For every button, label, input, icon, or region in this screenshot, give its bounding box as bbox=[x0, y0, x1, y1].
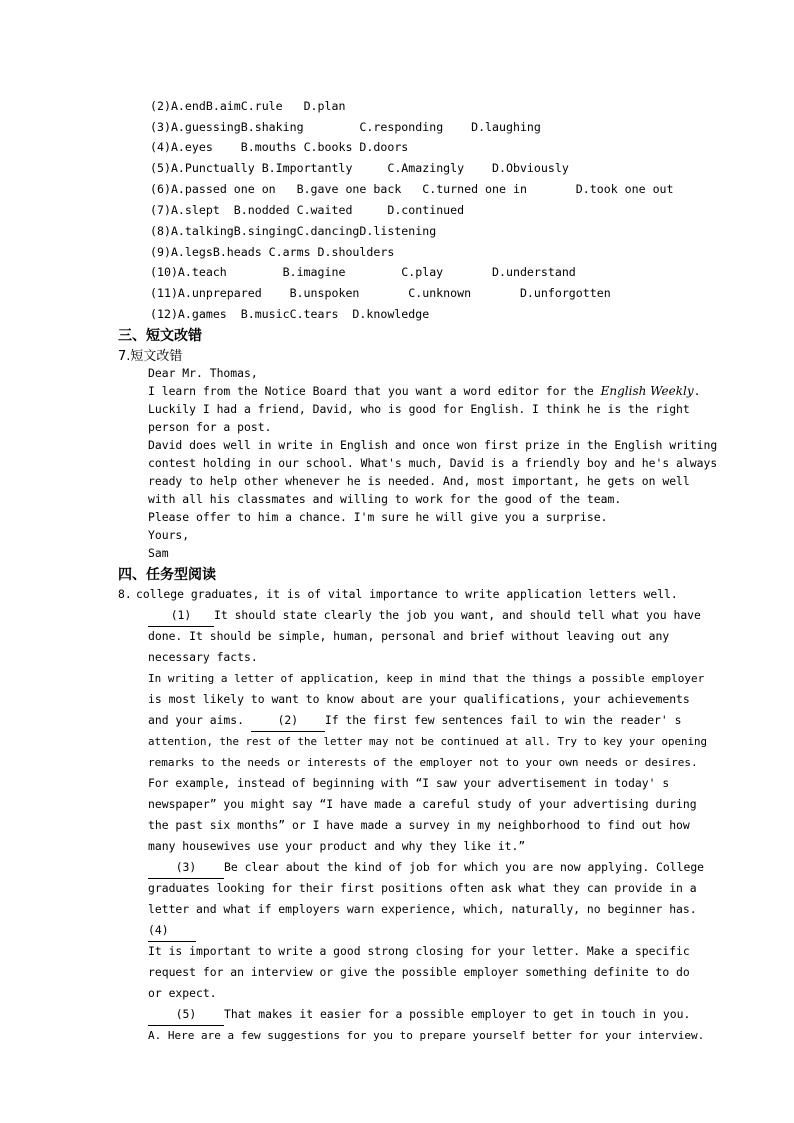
letter-line-4: David does well in write in English and once won first prize in the English writing bbox=[148, 438, 718, 452]
q8-intro: college graduates, it is of vital importance to write application letters well. bbox=[136, 587, 678, 601]
letter-line-1: I learn from the Notice Board that you want a word editor for the English Weekly. bbox=[148, 384, 701, 398]
newspaper-title: English Weekly bbox=[600, 384, 694, 398]
section-heading-3: 三、短文改错 bbox=[118, 328, 202, 344]
option-line-2: (2)A.endB.aimC.rule D.plan bbox=[150, 99, 346, 113]
option-line-11: (11)A.unprepared B.unspoken C.unknown D.unforgotten bbox=[150, 286, 611, 300]
option-line-9: (9)A.legsB.heads C.arms D.shoulders bbox=[150, 245, 395, 259]
q8-para4-blank-line bbox=[148, 920, 702, 942]
option-line-6: (6)A.passed one on B.gave one back C.turned one in D.took one out bbox=[150, 182, 674, 196]
option-line-7: (7)A.slept B.nodded C.waited D.continued bbox=[150, 203, 465, 217]
letter-line-8: Please offer to him a chance. I'm sure he will give you a surprise. bbox=[148, 510, 608, 524]
q8-para2-line1: In writing a letter of application, keep in mind that the things a possible employer bbox=[148, 672, 705, 685]
q8-para3-line3: letter and what if employers warn experience, which, naturally, no beginner has. bbox=[148, 902, 697, 916]
q8-para5-line1: (5) That makes it easier for a possible employer to get in touch in you. bbox=[148, 1004, 702, 1026]
q8-para4-line2: request for an interview or give the possible employer something definite to do bbox=[148, 965, 690, 979]
q8-para2-line4: attention, the rest of the letter may not be continued at all. Try to key your opening bbox=[148, 735, 708, 748]
q8-para2-line9: many housewives use your product and why they like it.” bbox=[148, 839, 526, 853]
letter-line-6: ready to help other whenever he is needed. And, most important, he gets on well bbox=[148, 474, 690, 488]
option-line-3: (3)A.guessingB.shaking C.responding D.laughing bbox=[150, 120, 541, 134]
letter-closing: Yours, bbox=[148, 528, 190, 542]
letter-greeting: Dear Mr. Thomas, bbox=[148, 366, 258, 380]
question-8-number: 8. bbox=[118, 587, 132, 601]
q8-para2-line2: is most likely to want to know about are your qualifications, your achievements bbox=[148, 692, 690, 706]
q8-para3-line1: (3) Be clear about the kind of job for which you are now applying. College bbox=[148, 857, 702, 879]
q8-para2-line8: the past six months” or I have made a survey in my neighborhood to find out how bbox=[148, 818, 690, 832]
blank-4: (4) bbox=[148, 920, 196, 942]
option-line-8: (8)A.talkingB.singingC.dancingD.listening bbox=[150, 224, 437, 238]
blank-2: (2) bbox=[251, 710, 325, 732]
q8-para3-line2: graduates looking for their first positions often ask what they can provide in a bbox=[148, 881, 697, 895]
letter-signature: Sam bbox=[148, 546, 169, 560]
q8-para4-line3: or expect. bbox=[148, 986, 217, 1000]
q8-para1-line3: necessary facts. bbox=[148, 650, 258, 664]
option-line-5: (5)A.Punctually B.Importantly C.Amazingly D.Obviously bbox=[150, 161, 569, 175]
letter-line-3: person for a post. bbox=[148, 420, 272, 434]
letter-line-2: Luckily I had a friend, David, who is good for English. I think he is the right bbox=[148, 402, 690, 416]
q8-para1-line1: (1) It should state clearly the job you want, and should tell what you have bbox=[148, 605, 702, 627]
q8-para2-line5: remarks to the needs or interests of the employer not to your own needs or desires. bbox=[148, 756, 698, 769]
letter-line-5: contest holding in our school. What's much, David is a friendly boy and he's always bbox=[148, 456, 718, 470]
q8-para1-line2: done. It should be simple, human, personal and brief without leaving out any bbox=[148, 629, 670, 643]
option-line-4: (4)A.eyes B.mouths C.books D.doors bbox=[150, 140, 409, 154]
blank-3: (3) bbox=[148, 857, 224, 879]
option-line-12: (12)A.games B.musicC.tears D.knowledge bbox=[150, 307, 430, 321]
q8-para2-line3: and your aims. (2) If the first few sentences fail to win the reader' s bbox=[148, 710, 702, 732]
letter-line-7: with all his classmates and willing to work for the good of the team. bbox=[148, 492, 622, 506]
q8-para4-line1: It is important to write a good strong closing for your letter. Make a specific bbox=[148, 944, 690, 958]
q8-option-a: A. Here are a few suggestions for you to prepare yourself better for your interview. bbox=[148, 1029, 705, 1042]
section-heading-4: 四、任务型阅读 bbox=[118, 567, 216, 583]
blank-5: (5) bbox=[148, 1004, 224, 1026]
q8-para2-line6: For example, instead of beginning with “I saw your advertisement in today' s bbox=[148, 776, 670, 790]
blank-1: (1) bbox=[148, 605, 214, 627]
q8-para2-line7: newspaper” you might say “I have made a careful study of your advertising during bbox=[148, 797, 697, 811]
option-line-10: (10)A.teach B.imagine C.play D.understand bbox=[150, 265, 576, 279]
question-7-title: 7.短文改错 bbox=[118, 349, 183, 364]
